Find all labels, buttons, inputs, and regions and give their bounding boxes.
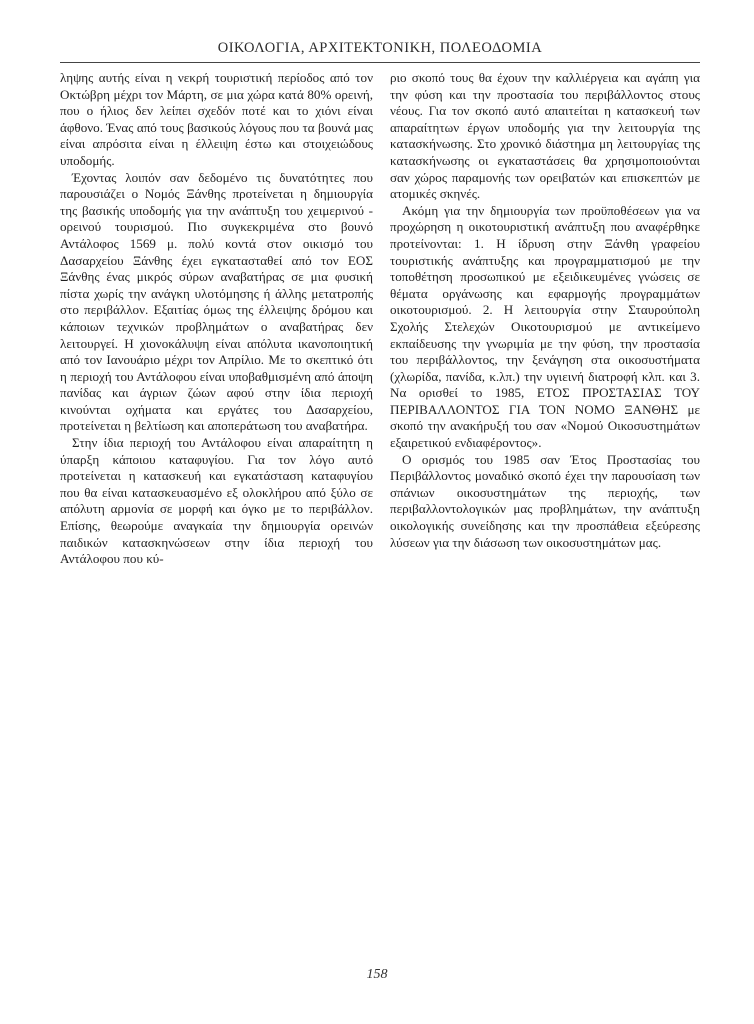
paragraph: ριο σκοπό τους θα έχουν την καλλιέργεια και αγάπη για την φύση και την προστασία του περιβάλλοντος στους νέους. Για τον σκοπό αυτό απαιτείται η κατασκευή των απαραίτητων έργων υποδομής για την λειτουργία της κατασκήνωσης. Στο χρονικό διάστημα μη λειτουργίας της κατασκήνωσης οι εγκαταστάσεις θα χρησιμοποιούνται σαν χώρος παραμονής των ορειβατών και επισκεπτών με ατομικές σκηνές. (390, 70, 700, 202)
paragraph: Στην ίδια περιοχή του Αντάλοφου είναι απαραίτητη η ύπαρξη κάποιου καταφυγίου. Για τον λόγο αυτό προτείνεται η κατασκευή και εγκατάσταση καταφυγίου που θα είναι κατασκευασμένο εξ ολοκλήρου από ξύλο σε απόλυτη αρμονία σε μορφή και όγκο με το περιβάλλον. Επίσης, θεωρούμε αναγκαία την δημιουργία ορεινών παιδικών κατασκηνώσεων στην ίδια περιοχή του Αντάλοφου που κύ- (60, 435, 373, 567)
paragraph: Ακόμη για την δημιουργία των προϋποθέσεων για να προχώρηση η οικοτουριστική ανάπτυξη που αναφέρθηκε προτείνονται: 1. Η ίδρυση στην Ξάνθη γραφείου τουριστικής ανάπτυξης και προγραμματισμού με την τοποθέτηση προσωπικού με εξειδικευμένες γνώσεις σε θέματα οργάνωσης και εφαρμογής προγραμμάτων οικοτουρισμού. 2. Η λειτουργία στην Σταυρούπολη Σχολής Στελεχών Οικοτουρισμού με αντικείμενο εκπαίδευσης την γνωριμία με την φύση, την προστασία του περιβάλλοντος, την ξενάγηση στα οικοσυστήματα (χλωρίδα, πανίδα, κ.λπ.) την υγιεινή διατροφή κλπ. και 3. Να ορισθεί το 1985, ΕΤΟΣ ΠΡΟΣΤΑΣΙΑΣ ΤΟΥ ΠΕΡΙΒΑΛΛΟΝΤΟΣ ΓΙΑ ΤΟΝ ΝΟΜΟ ΞΑΝΘΗΣ με σκοπό την ανακήρυξή του σαν «Νομού Οικοσυστημάτων εξαιρετικού ενδιαφέροντος». (390, 202, 700, 451)
header-rule (60, 62, 700, 63)
left-column (60, 70, 373, 568)
right-column (390, 70, 700, 551)
paragraph: Έχοντας λοιπόν σαν δεδομένο τις δυνατότητες που παρουσιάζει ο Νομός Ξάνθης προτείνεται η δημιουργία της βασικής υποδομής για την ανάπτυξη του χειμερινού - ορεινού τουρισμού. Πιο συγκεκριμένα στο βουνό Αντάλοφος 1569 μ. πολύ κοντά στον οικισμό του Δασαρχείου Ξάνθης έχει εγκατασταθεί από τον ΕΟΣ Ξάνθης ένας μικρός σύρων αναβατήρας σε μια φυσική πίστα χωρίς την ανάγκη υλοτόμησης ή άλλης μετατροπής στο περιβάλλον. Εξαιτίας όμως της έλλειψης δρόμου και κάποιων τεχνικών προβλημάτων ο αναβατήρας δεν λειτουργεί. Η χιονοκάλυψη είναι απόλυτα ικανοποιητική από τον Ιανουάριο μέχρι τον Απρίλιο. Με το σκεπτικό ότι η περιοχή του Αντάλοφου είναι υποβαθμισμένη από άποψη πανίδας και άγριων ζώων αφού στην ίδια περιοχή κινούνται οχήματα και εργάτες του Δασαρχείου, προτείνεται η βελτίωση και αποπεράτωση του αναβατήρα. (60, 169, 373, 434)
paragraph: ληψης αυτής είναι η νεκρή τουριστική περίοδος από τον Οκτώβρη μέχρι τον Μάρτη, σε μια χώρα κατά 80% ορεινή, που ο ήλιος δεν λείπει σχεδόν ποτέ και το χιόνι είναι άφθονο. Ένας από τους βασικούς λόγους που τα βουνά μας είναι απρόσιτα είναι η έλλειψη έστω και στοιχειώδους υποδομής. (60, 70, 373, 168)
paragraph: Ο ορισμός του 1985 σαν Έτος Προστασίας του Περιβάλλοντος μοναδικό σκοπό έχει την παρουσίαση των σπάνιων οικοσυστημάτων της περιοχής, των περιβαλλοντολογικών μας προβλημάτων, την ανάπτυξη οικολογικής συνείδησης και την προσπάθεια εξεύρεσης λύσεων για την διάσωση των οικοσυστημάτων μας. (390, 451, 700, 550)
running-header: ΟΙΚΟΛΟΓΙΑ, ΑΡΧΙΤΕΚΤΟΝΙΚΗ, ΠΟΛΕΟΔΟΜΙΑ (217, 40, 543, 56)
page-number: 158 (366, 967, 388, 982)
